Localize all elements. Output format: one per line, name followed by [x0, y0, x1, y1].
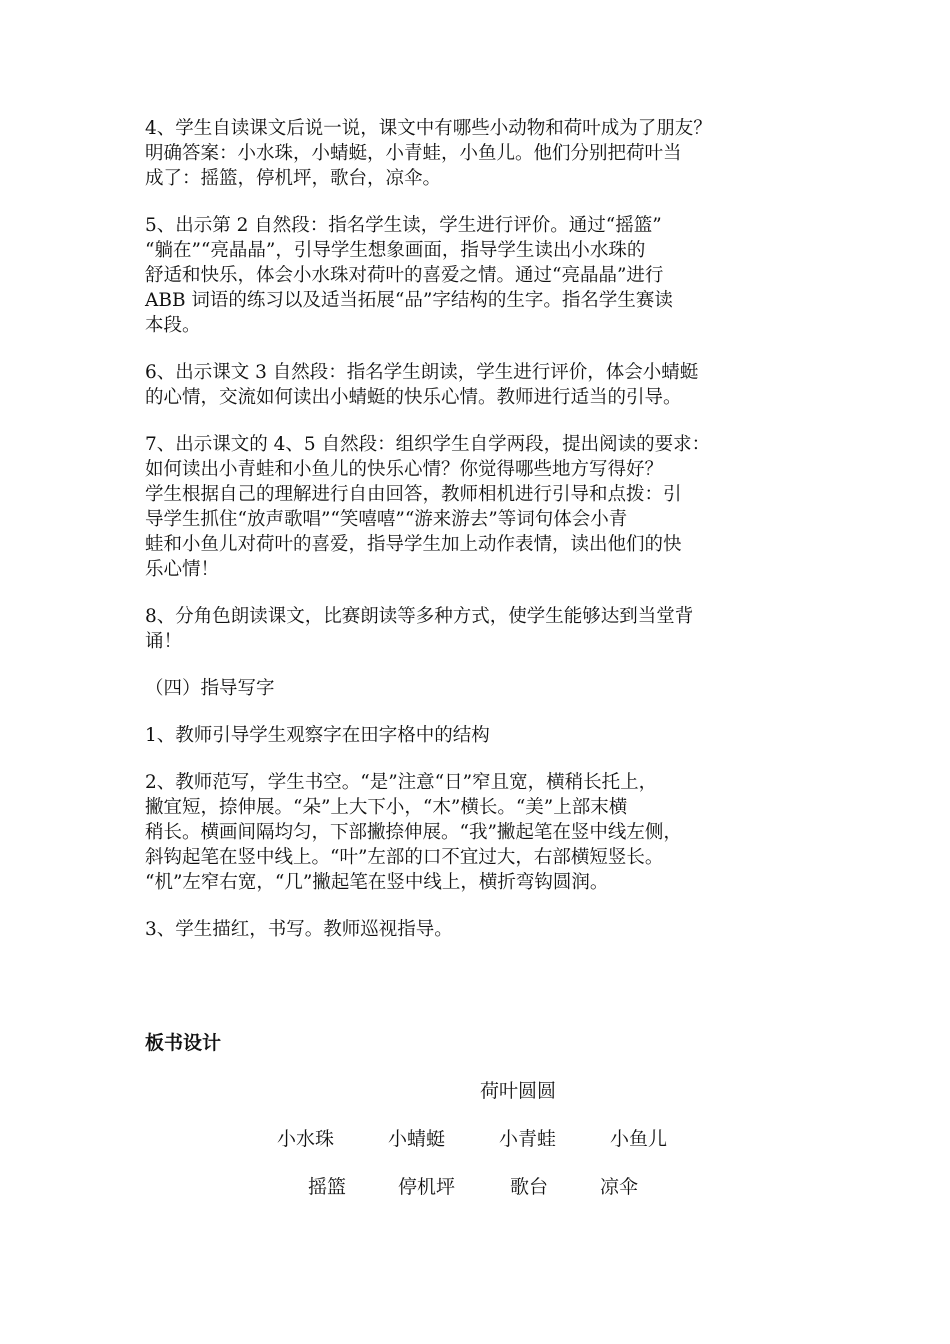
paragraph-7: [145, 432, 805, 582]
text-line: “机”左窄右宽，“几”撇起笔在竖中线上，横折弯钩圆润。: [145, 872, 609, 893]
text-line: 6、出示课文 3 自然段：指名学生朗读，学生进行评价，体会小蜻蜓: [145, 362, 699, 383]
text-line: 乐心情！: [145, 559, 220, 580]
text-line: 5、出示第 2 自然段：指名学生读，学生进行评价。通过“摇篮”: [145, 215, 662, 236]
text-line: 斜钩起笔在竖中线上。“叶”左部的口不宜过大，右部横短竖长。: [145, 847, 664, 868]
text-line: 的心情，交流如何读出小蜻蜓的快乐心情。教师进行适当的引导。: [145, 387, 682, 408]
text-line: ABB 词语的练习以及适当拓展“品”字结构的生字。指名学生赛读: [145, 290, 673, 311]
board-object: 歌台: [510, 1176, 549, 1198]
board-object: 摇篮: [308, 1176, 347, 1198]
text-line: 1、教师引导学生观察字在田字格中的结构: [145, 725, 490, 746]
board-title: 荷叶圆圆: [480, 1080, 557, 1102]
text-line: “躺在”“亮晶晶”，引导学生想象画面，指导学生读出小水珠的: [145, 240, 646, 261]
text-line: 本段。: [145, 315, 201, 336]
paragraph-writing-3: [145, 917, 805, 942]
board-object: 凉伞: [600, 1176, 639, 1198]
text-line: 稍长。横画间隔均匀，下部撇捺伸展。“我”撇起笔在竖中线左侧，: [145, 822, 682, 843]
text-line: 如何读出小青蛙和小鱼儿的快乐心情？你觉得哪些地方写得好？: [145, 459, 664, 480]
paragraph-writing-2: [145, 770, 805, 895]
text-line: 3、学生描红，书写。教师巡视指导。: [145, 919, 453, 940]
text-line: 舒适和快乐，体会小水珠对荷叶的喜爱之情。通过“亮晶晶”进行: [145, 265, 664, 286]
text-line: 蛙和小鱼儿对荷叶的喜爱，指导学生加上动作表情，读出他们的快: [145, 534, 682, 555]
lesson-body: [145, 116, 805, 964]
board-character: 小鱼儿: [610, 1128, 668, 1150]
text-line: 4、学生自读课文后说一说，课文中有哪些小动物和荷叶成为了朋友？: [145, 118, 712, 139]
text-line: 诵！: [145, 631, 183, 652]
text-line: 撇宜短，捺伸展。“朵”上大下小，“木”横长。“美”上部末横: [145, 797, 628, 818]
text-line: 明确答案：小水珠，小蜻蜓，小青蛙，小鱼儿。他们分别把荷叶当: [145, 143, 682, 164]
text-line: 成了：摇篮，停机坪，歌台，凉伞。: [145, 168, 442, 189]
board-character: 小青蛙: [499, 1128, 557, 1150]
text-line: （四）指导写字: [145, 678, 275, 699]
text-line: 8、分角色朗读课文，比赛朗读等多种方式，使学生能够达到当堂背: [145, 606, 694, 627]
paragraph-6: [145, 360, 805, 410]
board-object: 停机坪: [398, 1176, 456, 1198]
paragraph-writing-1: [145, 723, 805, 748]
paragraph-8: [145, 604, 805, 654]
paragraph-5: [145, 213, 805, 338]
board-character: 小蜻蜓: [388, 1128, 446, 1150]
board-design-heading: 板书设计: [145, 1032, 222, 1054]
text-line: 7、出示课文的 4、5 自然段：组织学生自学两段，提出阅读的要求：: [145, 434, 711, 455]
board-character: 小水珠: [277, 1128, 335, 1150]
text-line: 学生根据自己的理解进行自由回答，教师相机进行引导和点拨：引: [145, 484, 682, 505]
text-line: 2、教师范写，学生书空。“是”注意“日”窄且宽，横稍长托上，: [145, 772, 658, 793]
section-heading-writing: [145, 676, 805, 701]
text-line: 导学生抓住“放声歌唱”“笑嘻嘻”“游来游去”等词句体会小青: [145, 509, 628, 530]
paragraph-4: [145, 116, 805, 191]
